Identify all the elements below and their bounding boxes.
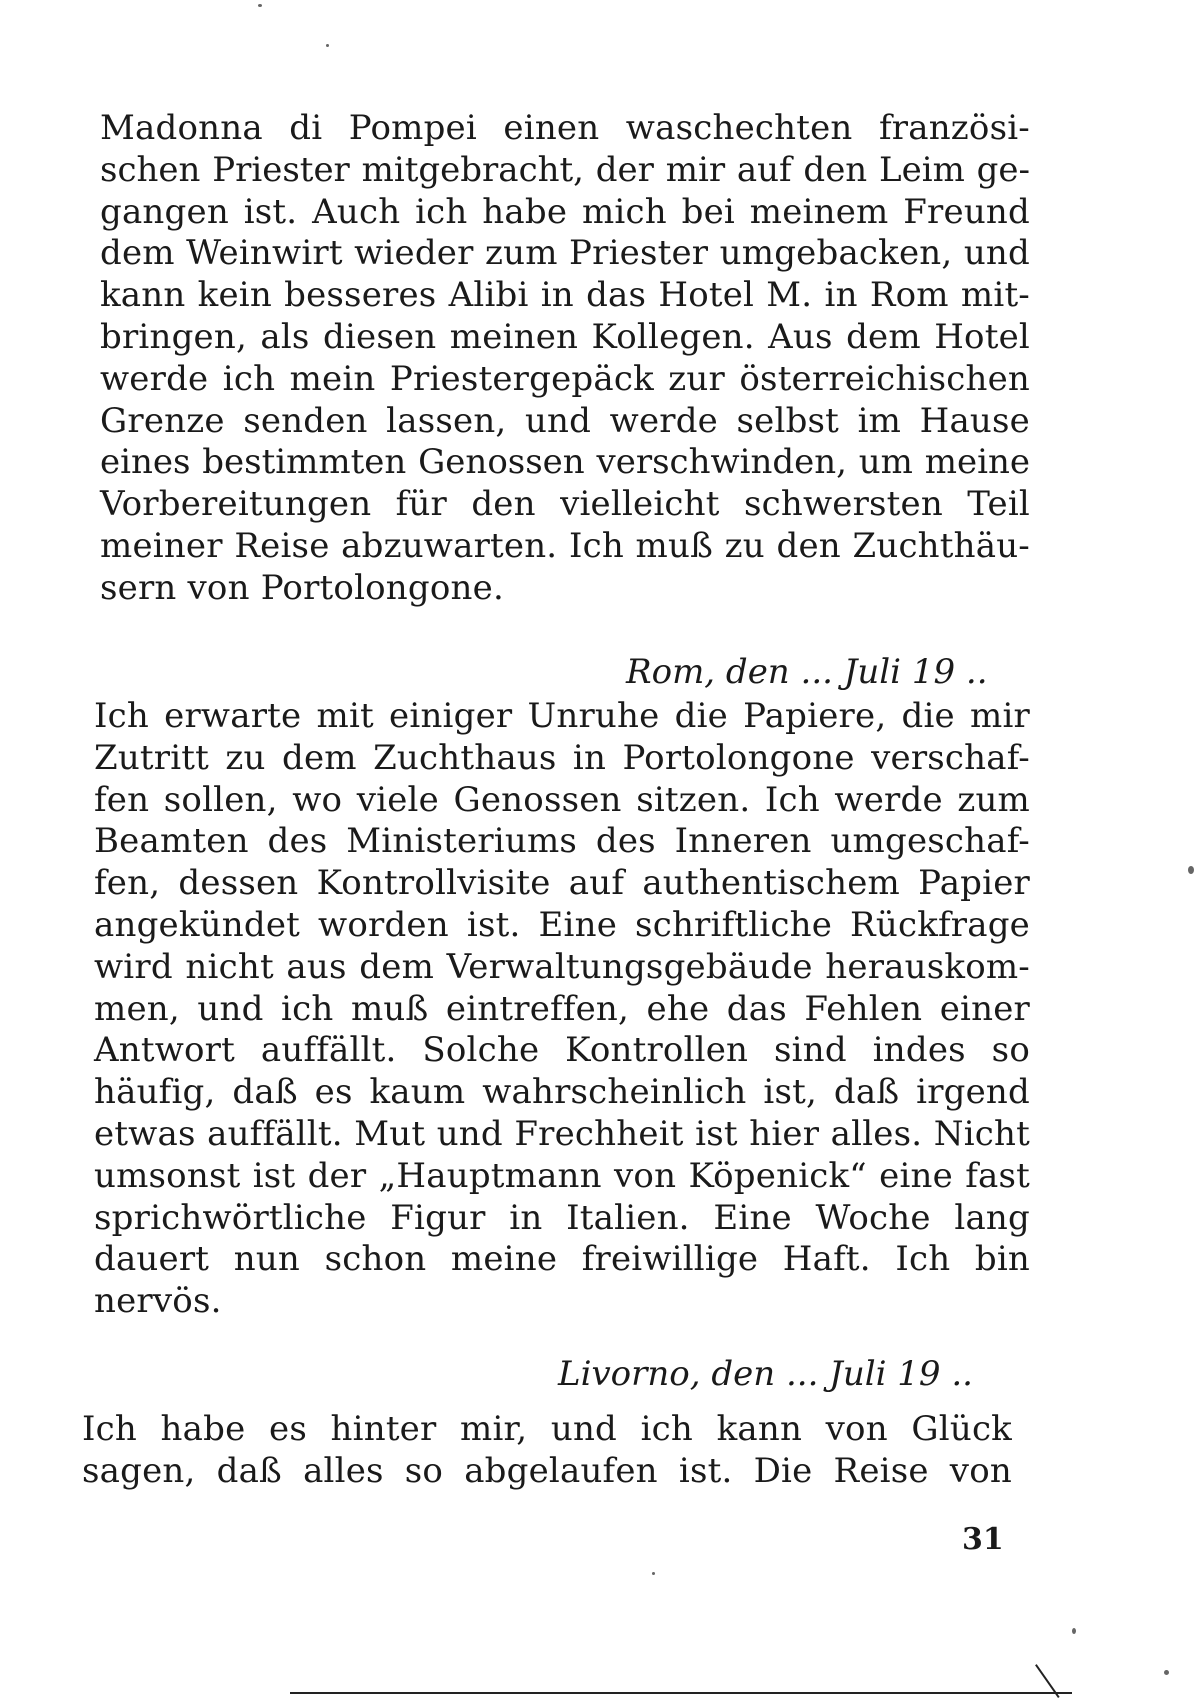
text-line: sern von Portolongone. [100,567,504,608]
text-line: Antwort auffällt. Solche Kontrollen sind indes so [94,1030,1030,1071]
text-line: sagen, daß alles so abgelaufen ist. Die Reise von [82,1450,1012,1491]
text-line: sprichwörtliche Figur in Italien. Eine Woche lang [94,1197,1030,1238]
text-line: wird nicht aus dem Verwaltungsgebäude herauskom- [94,946,1030,987]
text-line: bringen, als diesen meinen Kollegen. Aus dem Hotel [100,316,1030,357]
scan-speck [326,44,329,47]
paragraph-3 [82,1408,1012,1492]
text-line: Beamten des Ministeriums des Inneren umgeschaf- [94,821,1030,862]
text-line: werde ich mein Priestergepäck zur österreichischen [100,358,1030,399]
text-line: eines bestimmten Genossen verschwinden, um meine [100,442,1030,483]
text-line: Madonna di Pompei einen waschechten französi- [100,108,1030,148]
paragraph-2 [94,696,1030,1323]
text-line: Ich erwarte mit einiger Unruhe die Papiere, die mir [94,696,1030,736]
text-line: nervös. [94,1281,222,1322]
text-line: Zutritt zu dem Zuchthaus in Portolongone verschaf- [94,737,1030,778]
text-line: kann kein besseres Alibi in das Hotel M. in Rom mit- [100,275,1030,316]
text-line: angekündet worden ist. Eine schriftliche Rückfrage [94,904,1030,945]
text-line: fen, dessen Kontrollvisite auf authentischem Papier [94,863,1030,904]
text-line: meiner Reise abzuwarten. Ich muß zu den Zuchthäu- [100,525,1030,566]
text-line: Ich habe es hinter mir, und ich kann von Glück [82,1409,1012,1449]
scan-speck [1188,866,1194,874]
text-line: Vorbereitungen für den vielleicht schwersten Teil [100,484,1030,525]
bottom-rule [290,1692,1072,1694]
text-line: dauert nun schon meine freiwillige Haft. Ich bin [94,1239,1030,1280]
text-line: fen sollen, wo viele Genossen sitzen. Ich werde zum [94,779,1030,820]
text-line: Grenze senden lassen, und werde selbst im Hause [100,400,1030,441]
text-line: etwas auffällt. Mut und Frechheit ist hier alles. Nicht [94,1113,1030,1154]
text-line: häufig, daß es kaum wahrscheinlich ist, daß irgend [94,1072,1030,1113]
text-line: umsonst ist der „Hauptmann von Köpenick“ eine fast [94,1155,1030,1196]
scan-speck [1164,1670,1169,1675]
dateline-rom: Rom, den ... Juli 19 .. [626,652,988,692]
dateline-livorno: Livorno, den ... Juli 19 .. [558,1354,973,1394]
paragraph-1 [100,108,1030,610]
scan-speck [1072,1628,1076,1634]
text-line: men, und ich muß eintreffen, ehe das Fehlen einer [94,988,1030,1029]
text-line: gangen ist. Auch ich habe mich bei meinem Freund [100,191,1030,232]
scan-speck [258,4,262,7]
text-line: dem Weinwirt wieder zum Priester umgebacken, und [100,233,1030,274]
scan-speck [652,1572,655,1575]
text-line: schen Priester mitgebracht, der mir auf den Leim ge- [100,149,1030,190]
page-number: 31 [962,1522,1004,1557]
